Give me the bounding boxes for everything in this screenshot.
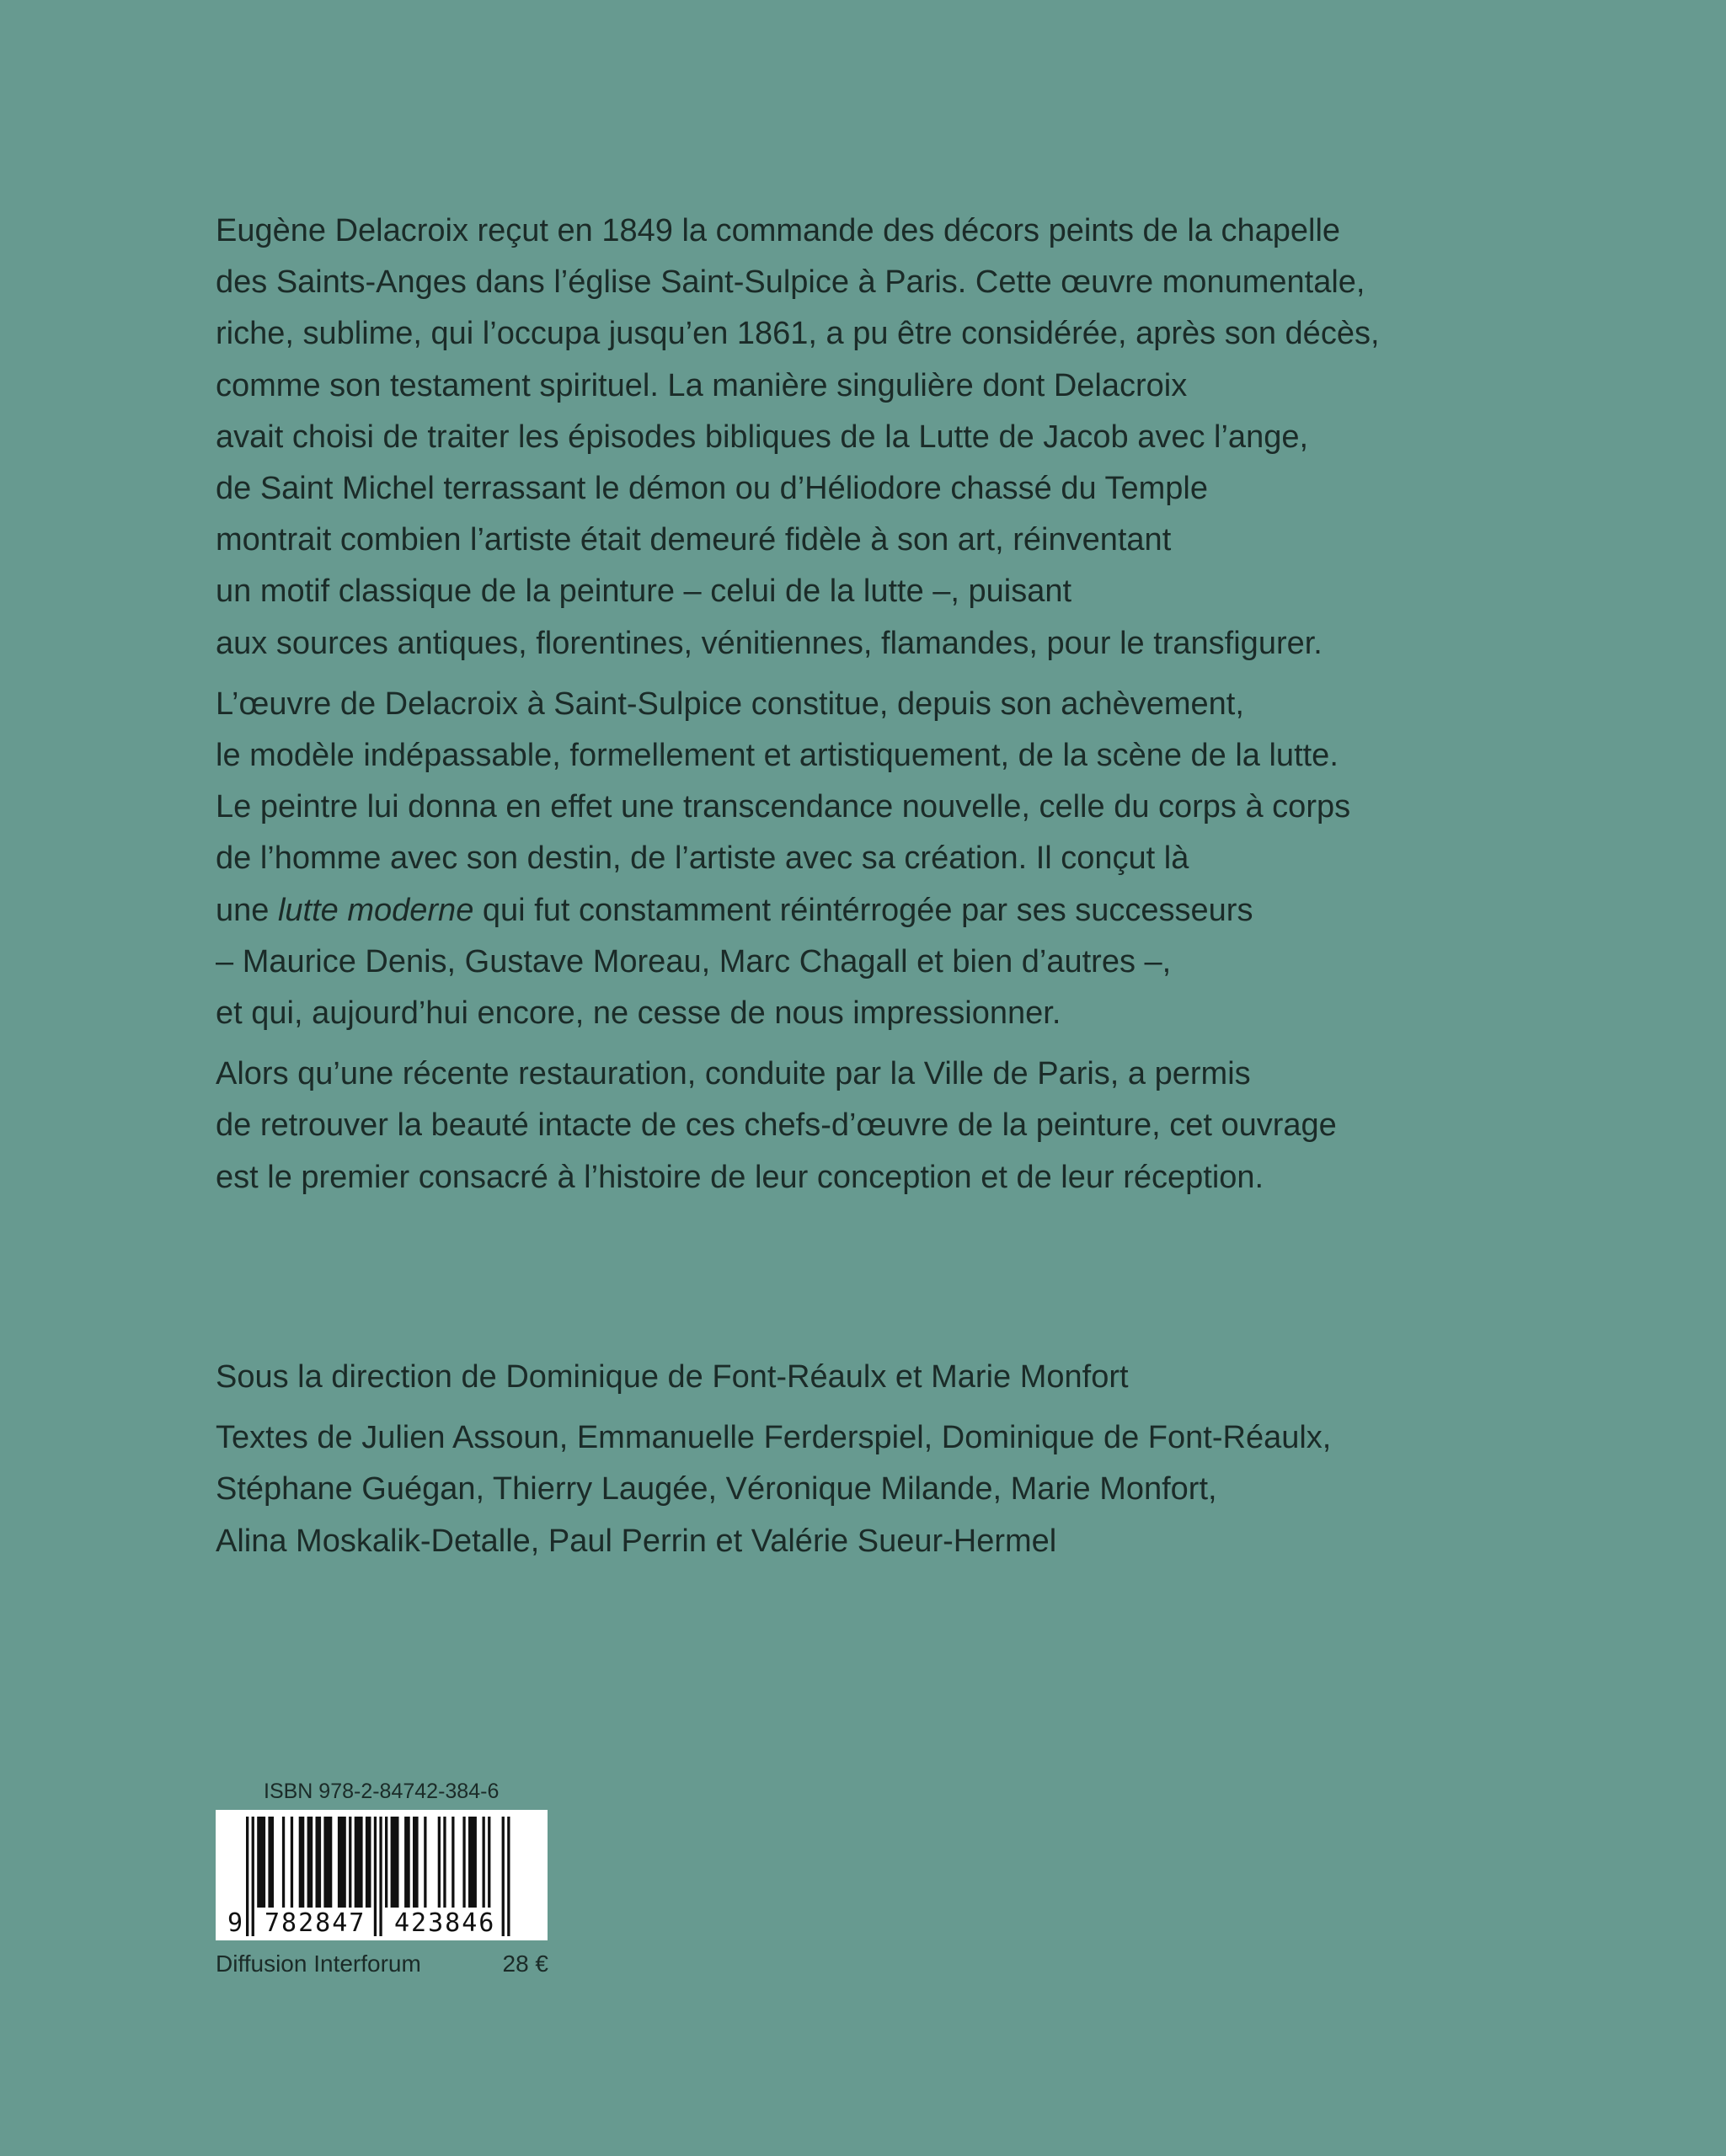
text-line: Eugène Delacroix reçut en 1849 la commande des décors peints de la chapelle [216,213,1341,248]
text-line: Alors qu’une récente restauration, conduite par la Ville de Paris, a permis [216,1056,1251,1092]
barcode-guard-bar [507,1817,510,1936]
text-line: de Saint Michel terrassant le démon ou d’Héliodore chassé du Temple [216,471,1208,507]
credits [216,1352,1563,1577]
text-line: est le premier consacré à l’histoire de leur conception et de leur réception. [216,1159,1264,1195]
text-line: un motif classique de la peinture – celui de la lutte –, puisant [216,574,1072,610]
text-segment: une [216,892,278,928]
barcode-guard-bar [374,1817,377,1936]
text-line: – Maurice Denis, Gustave Moreau, Marc Chagall et bien d’autres –, [216,943,1172,979]
text-segment: qui fut constamment réintérrogée par ses successeurs [473,892,1253,928]
direction-credit [216,1352,1563,1403]
barcode-bar [291,1817,293,1908]
barcode-bar [338,1817,346,1908]
barcode-bar [438,1817,441,1908]
barcode-bar [257,1817,265,1908]
barcode-bar [366,1817,371,1908]
barcode-bar [268,1817,274,1908]
distributor: Diffusion Interforum [216,1951,421,1977]
barcode-bar [349,1817,351,1908]
barcode-bar [443,1817,446,1908]
barcode-bar [355,1817,363,1908]
barcode-bar [468,1817,477,1908]
text-line: et qui, aujourd’hui encore, ne cesse de nous impressionner. [216,995,1061,1032]
barcode-digits-right: 423846 [394,1908,496,1938]
description-paragraph-2 [216,679,1563,1039]
text-line: Sous la direction de Dominique de Font-Réaulx et Marie Monfort [216,1359,1129,1395]
barcode-digit-first: 9 [227,1908,243,1938]
text-line: le modèle indépassable, formellement et artistiquement, de la scène de la lutte. [216,738,1339,774]
isbn-label: ISBN 978-2-84742-384-6 [264,1780,500,1803]
italic-phrase: lutte moderne [277,892,474,928]
barcode-bar [282,1817,285,1908]
barcode-guard-bar [502,1817,505,1936]
barcode-bar [391,1817,399,1908]
barcode-bar [424,1817,426,1908]
barcode-bar [316,1817,322,1908]
text-line: comme son testament spirituel. La manière singulière dont Delacroix [216,367,1188,403]
barcode-bar [307,1817,313,1908]
barcode-bar [299,1817,305,1908]
barcode-bar [404,1817,410,1908]
barcode-bar [413,1817,419,1908]
authors-credit [216,1412,1563,1567]
text-line: Alina Moskalik-Detalle, Paul Perrin et Valérie Sueur-Hermel [216,1523,1057,1559]
barcode-bar [323,1817,332,1908]
text-line: avait choisi de traiter les épisodes bibliques de la Lutte de Jacob avec l’ange, [216,419,1309,455]
barcode-guard-bar [252,1817,254,1936]
text-line-with-italic [216,885,1563,937]
text-line: de retrouver la beauté intacte de ces chefs-d’œuvre de la peinture, cet ouvrage [216,1107,1337,1144]
barcode [216,1810,548,1940]
barcode-digits-left: 782847 [265,1908,366,1938]
barcode-bar [385,1817,387,1908]
barcode-bar [452,1817,454,1908]
text-line: riche, sublime, qui l’occupa jusqu’en 1861, a pu être considérée, après son décès, [216,316,1380,352]
barcode-guard-bar [246,1817,248,1936]
barcode-bar [462,1817,465,1908]
text-line: Textes de Julien Assoun, Emmanuelle Ferderspiel, Dominique de Font-Réaulx, [216,1420,1332,1456]
barcode-guard-bar [379,1817,382,1936]
price: 28 € [502,1951,548,1977]
barcode-bar [483,1817,485,1908]
text-line: montrait combien l’artiste était demeuré fidèle à son art, réinventant [216,522,1172,558]
description-paragraph-1 [216,205,1563,670]
book-description [216,205,1563,1213]
text-line: Le peintre lui donna en effet une transcendance nouvelle, celle du corps à corps [216,789,1351,825]
text-line: Stéphane Guégan, Thierry Laugée, Véronique Milande, Marie Monfort, [216,1471,1217,1508]
barcode-bar [488,1817,490,1908]
text-line: de l’homme avec son destin, de l’artiste avec sa création. Il conçut là [216,841,1189,877]
text-line: des Saints-Anges dans l’église Saint-Sulpice à Paris. Cette œuvre monumentale, [216,264,1365,301]
description-paragraph-3 [216,1049,1563,1203]
text-line: L’œuvre de Delacroix à Saint-Sulpice constitue, depuis son achèvement, [216,686,1244,722]
text-line: aux sources antiques, florentines, vénitiennes, flamandes, pour le transfigurer. [216,625,1323,661]
